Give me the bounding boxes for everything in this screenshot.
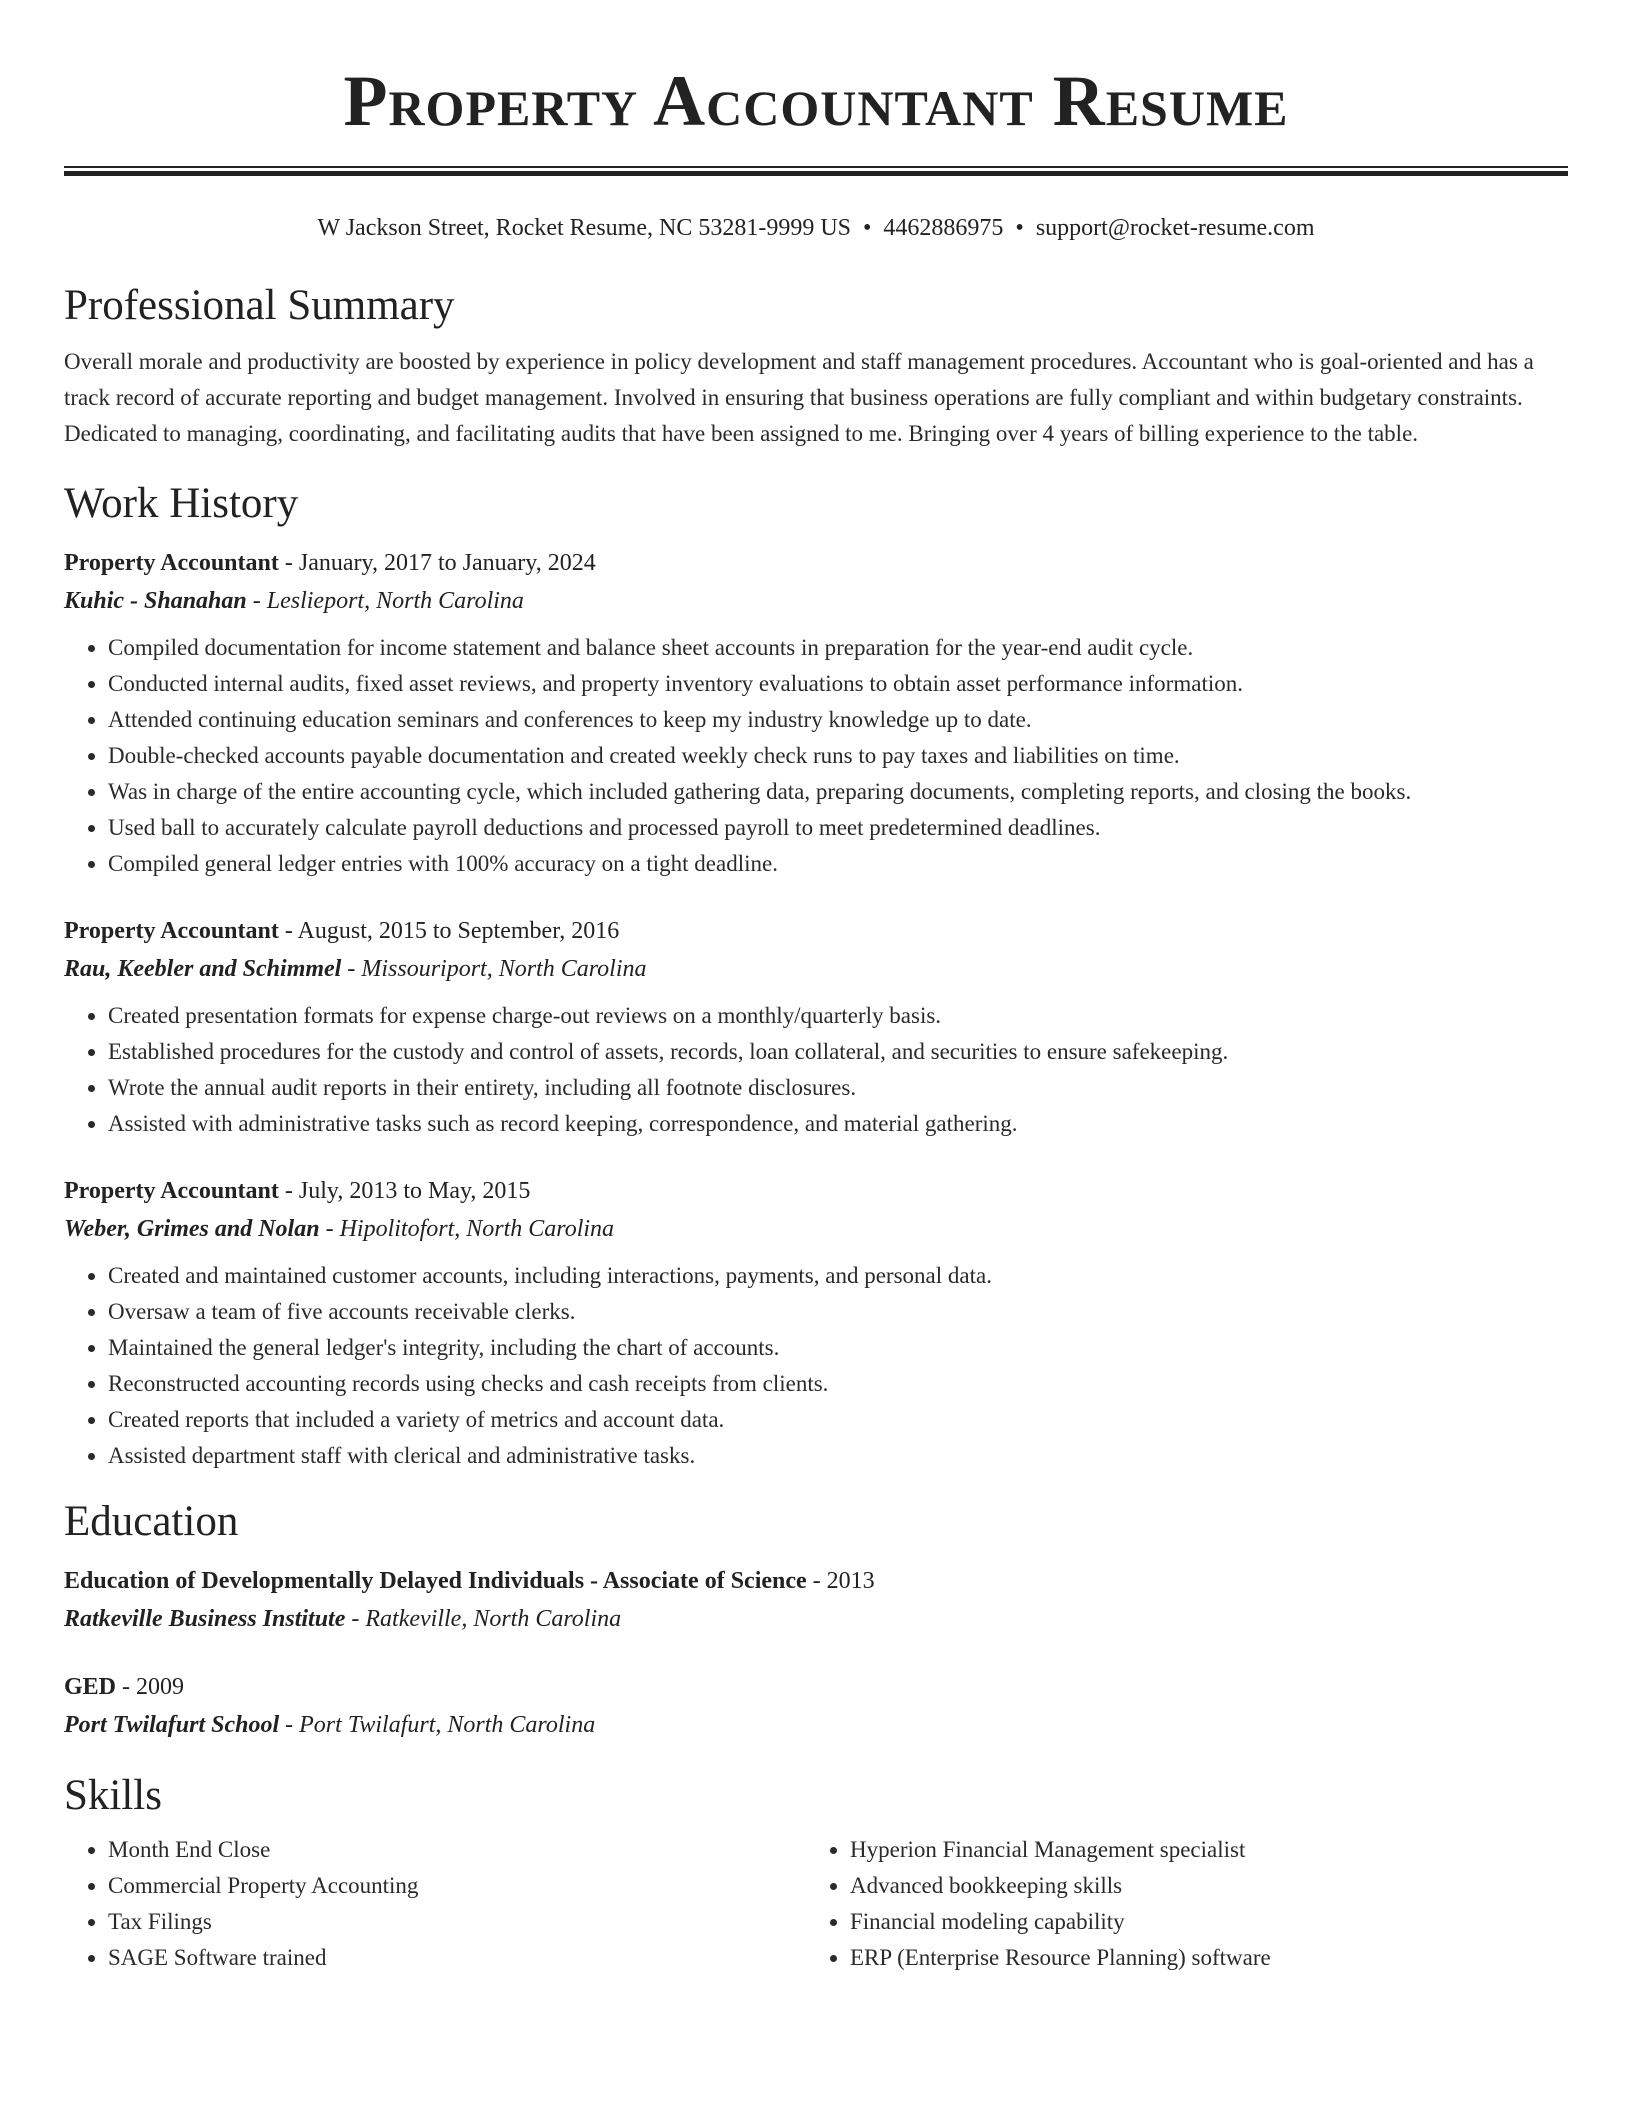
job-location: - Missouriport, North Carolina [341,956,647,982]
job-bullets [64,630,1568,882]
list-item: • Established procedures for the custody and control of assets, records, loan collateral, and securities to ensure safekeeping. [108,1034,1568,1070]
job-dates: - July, 2013 to May, 2015 [278,1178,531,1204]
skill-item: • Hyperion Financial Management specialist [850,1832,1548,1868]
section-heading-skills: Skills [64,1772,162,1819]
list-item: • Created reports that included a variety of metrics and account data. [108,1402,1568,1438]
contact-phone: 4462886975 [883,215,1004,241]
contact-address: W Jackson Street, Rocket Resume, NC 53281-9999 US [317,215,851,241]
skill-item: • Month End Close [108,1832,806,1868]
skills-list-right [806,1832,1548,1976]
education-degree: Education of Developmentally Delayed Individuals - Associate of Science [64,1568,807,1594]
education-location: - Port Twilafurt, North Carolina [279,1712,596,1738]
summary-text: Overall morale and productivity are boosted by experience in policy development and staff management procedures. Accountant who is goal-oriented and has a track record of accurate reporting and budget management. Involved in ensuring that business operations are fully compliant and within budgetary constraints. Dedicated to managing, coordinating, and facilitating audits that have been assigned to me. Bringing over 4 years of billing experience to the table. [64,349,1534,446]
education-entry [64,1562,1568,1638]
section-heading-summary: Professional Summary [64,282,455,329]
job-entry [64,912,1568,1142]
skill-item: • Commercial Property Accounting [108,1868,806,1904]
section-heading-education: Education [64,1498,239,1545]
education-degree: GED [64,1674,117,1700]
list-item: • Attended continuing education seminars and conferences to keep my industry knowledge up to date. [108,702,1568,738]
job-title-line [64,912,1568,950]
contact-separator: • [1015,215,1024,241]
contact-separator: • [863,215,872,241]
list-item: • Assisted with administrative tasks such as record keeping, correspondence, and material gathering. [108,1106,1568,1142]
job-entry [64,544,1568,882]
list-item: • Compiled documentation for income statement and balance sheet accounts in preparation for the year-end audit cycle. [108,630,1568,666]
job-title: Property Accountant [64,1178,279,1204]
list-item: • Created presentation formats for expense charge-out reviews on a monthly/quarterly basis. [108,998,1568,1034]
job-company-line [64,582,1568,620]
list-item: • Oversaw a team of five accounts receivable clerks. [108,1294,1568,1330]
list-item: • Reconstructed accounting records using checks and cash receipts from clients. [108,1366,1568,1402]
list-item: • Assisted department staff with clerical and administrative tasks. [108,1438,1568,1474]
education-school-line [64,1706,1568,1744]
job-company: Weber, Grimes and Nolan [64,1216,320,1242]
skills-list-left [64,1832,806,1976]
skill-item: • SAGE Software trained [108,1940,806,1976]
skill-item: • Financial modeling capability [850,1904,1548,1940]
education-school-line [64,1600,1568,1638]
list-item: • Used ball to accurately calculate payroll deductions and processed payroll to meet predetermined deadlines. [108,810,1568,846]
section-heading-work-history: Work History [64,480,299,527]
education-location: - Ratkeville, North Carolina [345,1606,622,1632]
education-degree-line [64,1562,1568,1600]
job-entry [64,1172,1568,1474]
resume-title: Property Accountant Resume [343,61,1289,141]
education-year: - 2013 [806,1568,875,1594]
list-item: • Wrote the annual audit reports in their entirety, including all footnote disclosures. [108,1070,1568,1106]
education-year: - 2009 [116,1674,185,1700]
list-item: • Double-checked accounts payable documentation and created weekly check runs to pay taxes and liabilities on time. [108,738,1568,774]
skill-item: • Advanced bookkeeping skills [850,1868,1548,1904]
job-title: Property Accountant [64,918,279,944]
education-school: Port Twilafurt School [64,1712,280,1738]
job-bullets [64,1258,1568,1474]
skill-item: • ERP (Enterprise Resource Planning) software [850,1940,1548,1976]
job-location: - Leslieport, North Carolina [246,588,524,614]
job-company-line [64,950,1568,988]
contact-line [64,212,1568,244]
title-divider [64,166,1568,176]
job-bullets [64,998,1568,1142]
job-company: Kuhic - Shanahan [64,588,247,614]
job-company: Rau, Keebler and Schimmel [64,956,342,982]
job-company-line [64,1210,1568,1248]
list-item: • Was in charge of the entire accounting cycle, which included gathering data, preparing documents, completing reports, and closing the books. [108,774,1568,810]
job-title: Property Accountant [64,550,279,576]
education-school: Ratkeville Business Institute [64,1606,346,1632]
list-item: • Created and maintained customer accounts, including interactions, payments, and personal data. [108,1258,1568,1294]
list-item: • Conducted internal audits, fixed asset reviews, and property inventory evaluations to obtain asset performance information. [108,666,1568,702]
skill-item: • Tax Filings [108,1904,806,1940]
job-dates: - August, 2015 to September, 2016 [278,918,620,944]
education-entry [64,1668,1568,1744]
contact-email[interactable]: support@rocket-resume.com [1035,215,1315,241]
education-degree-line [64,1668,1568,1706]
job-dates: - January, 2017 to January, 2024 [278,550,596,576]
job-title-line [64,544,1568,582]
list-item: • Compiled general ledger entries with 100% accuracy on a tight deadline. [108,846,1568,882]
skills-columns [64,1832,1568,1976]
job-location: - Hipolitofort, North Carolina [319,1216,615,1242]
list-item: • Maintained the general ledger's integrity, including the chart of accounts. [108,1330,1568,1366]
job-title-line [64,1172,1568,1210]
